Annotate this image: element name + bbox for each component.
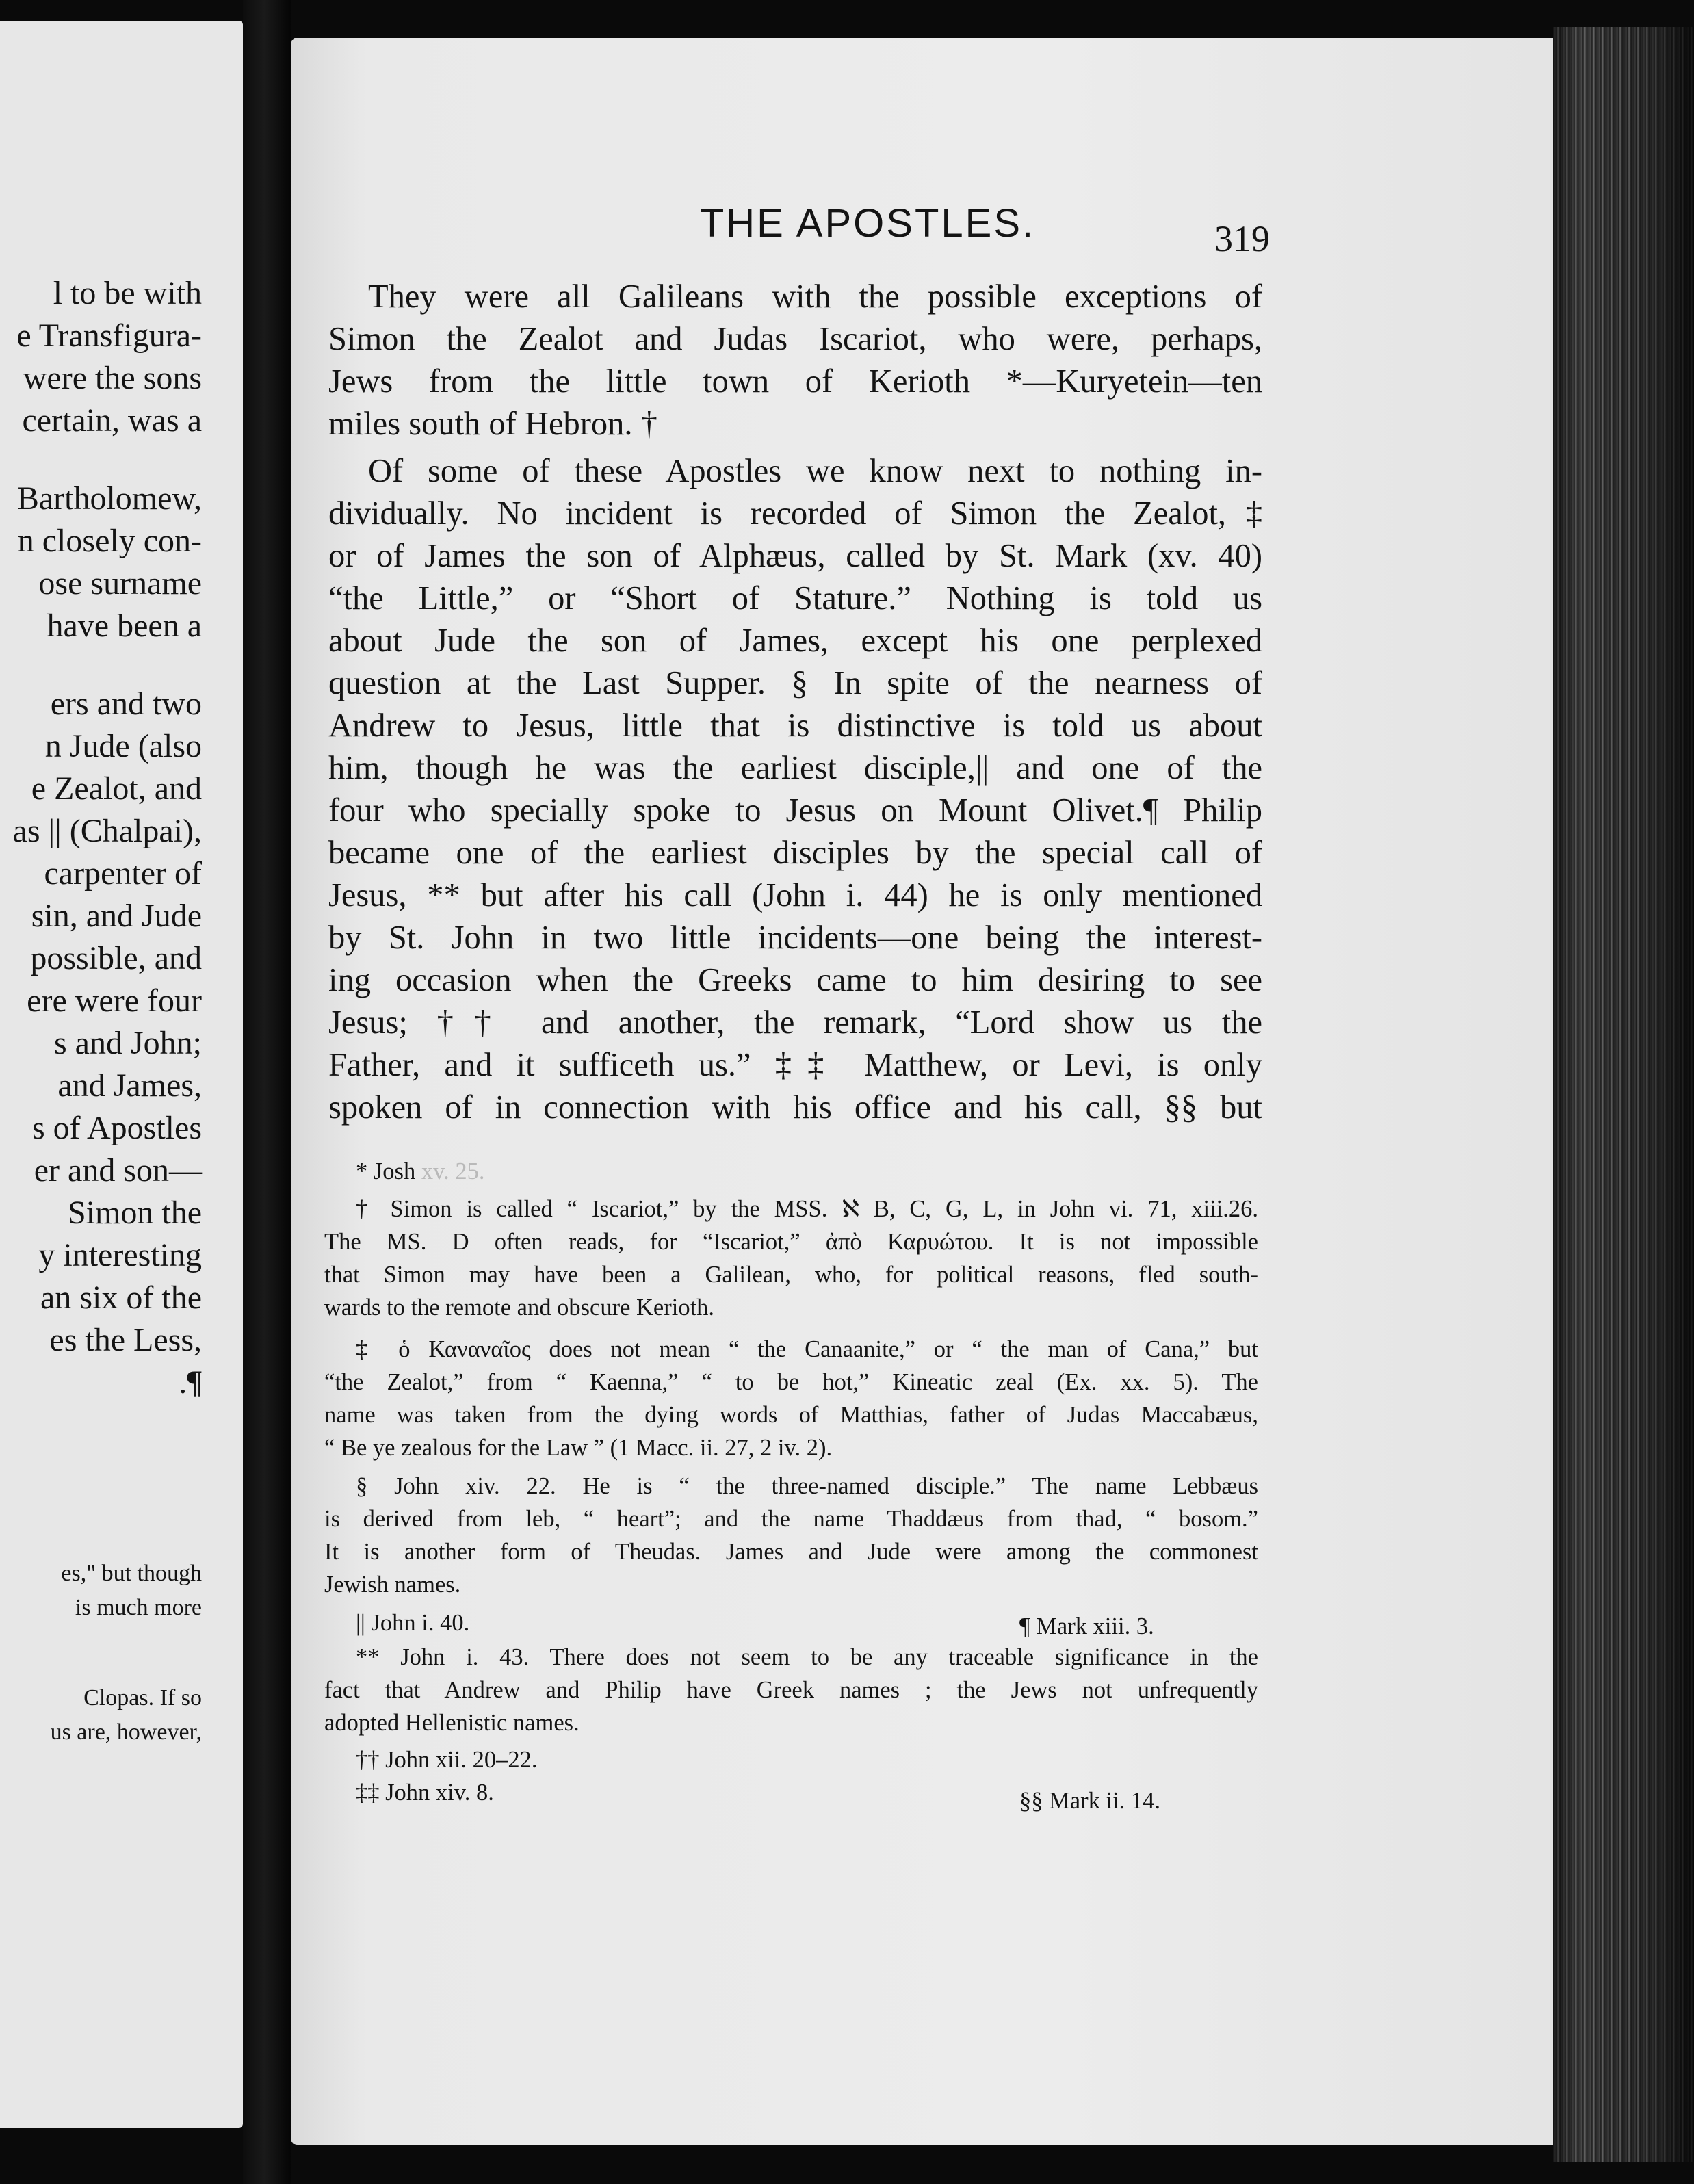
left-page-line: n closely con- <box>17 523 202 559</box>
left-page-line: and James, <box>57 1067 202 1104</box>
body-line: question at the Last Supper. § In spite of the nearness of <box>328 665 1262 701</box>
body-line: about Jude the son of James, except his one perplexed <box>328 623 1262 659</box>
left-page-line: certain, was a <box>22 402 202 439</box>
facing-page-left <box>0 21 243 2128</box>
left-page-line: as || (Chalpai), <box>12 813 202 849</box>
footnote-pilcrow: ¶ Mark xiii. 3. <box>1019 1613 1154 1639</box>
left-page-line: ose surname <box>38 565 202 601</box>
left-page-note: Clopas. If so <box>83 1685 202 1711</box>
footnote-section-line: It is another form of Theudas. James and Jude were among the commonest <box>324 1539 1258 1565</box>
body-line: him, though he was the earliest disciple,|| and one of the <box>328 750 1262 786</box>
left-page-line: an six of the <box>40 1279 202 1316</box>
left-page-note: us are, however, <box>50 1719 202 1745</box>
footnote-dagger-line: The MS. D often reads, for “Iscariot,” ἀπὸ Καρυώτου. It is not impossible <box>324 1229 1258 1255</box>
left-page-line: ere were four <box>27 983 202 1019</box>
left-page-line: have been a <box>47 608 202 644</box>
footnote-parallel: || John i. 40. <box>356 1610 470 1636</box>
body-line: spoken of in connection with his office and his call, §§ but <box>328 1089 1262 1126</box>
left-page-line: possible, and <box>30 940 202 976</box>
footnote-double-dagger-line: ‡ ὁ Καναναῖος does not mean “ the Canaanite,” or “ the man of Cana,” but <box>356 1336 1258 1362</box>
body-line: Father, and it sufficeth us.” ‡‡ Matthew, or Levi, is only <box>328 1047 1262 1083</box>
footnote-double-dagger-line: “the Zealot,” from “ Kaenna,” “ to be hot,” Kineatic zeal (Ex. xx. 5). The <box>324 1369 1258 1395</box>
page-title: THE APOSTLES. <box>699 201 1036 246</box>
book-page-edges <box>1553 27 1694 2162</box>
body-line: Jesus, ** but after his call (John i. 44) he is only mentioned <box>328 877 1262 913</box>
left-page-note: is much more <box>75 1595 202 1620</box>
footnote-double-star-line: adopted Hellenistic names. <box>324 1710 579 1736</box>
body-line: Andrew to Jesus, little that is distinctive is told us about <box>328 707 1262 744</box>
body-line: Jews from the little town of Kerioth *—Kuryetein—ten <box>328 363 1262 400</box>
left-page-line: l to be with <box>53 275 202 311</box>
footnote-star-faded: xv. 25. <box>415 1158 485 1184</box>
body-line: ing occasion when the Greeks came to him desiring to see <box>328 962 1262 998</box>
footnote-section-line: Jewish names. <box>324 1572 461 1598</box>
left-page-line: y interesting <box>38 1237 202 1273</box>
body-line: Simon the Zealot and Judas Iscariot, who were, perhaps, <box>328 321 1262 357</box>
footnote-dagger-line: † Simon is called “ Iscariot,” by the MSS. ℵ B, C, G, L, in John vi. 71, xiii.26. <box>356 1196 1258 1222</box>
left-page-line: n Jude (also <box>44 728 202 764</box>
left-page-line: sin, and Jude <box>31 898 202 934</box>
footnote-star <box>356 1160 485 1184</box>
footnote-double-dagger-2: †† John xii. 20–22. <box>356 1747 538 1773</box>
body-line: or of James the son of Alphæus, called by St. Mark (xv. 40) <box>328 538 1262 574</box>
footnote-double-section: §§ Mark ii. 14. <box>1019 1788 1161 1814</box>
left-page-line: Bartholomew, <box>16 480 202 517</box>
left-page-line: ers and two <box>50 686 202 722</box>
footnote-double-star-line: fact that Andrew and Philip have Greek names ; the Jews not unfrequently <box>324 1677 1258 1703</box>
body-line: “the Little,” or “Short of Stature.” Nothing is told us <box>328 580 1262 616</box>
left-page-line: .¶ <box>179 1364 202 1401</box>
left-page-line: e Transfigura- <box>16 317 202 354</box>
body-line: They were all Galileans with the possible exceptions of <box>368 278 1262 315</box>
footnote-dagger-line: wards to the remote and obscure Kerioth. <box>324 1295 715 1321</box>
left-page-line: e Zealot, and <box>31 770 202 807</box>
left-page-line: were the sons <box>23 360 202 396</box>
footnote-dagger-line: that Simon may have been a Galilean, who, for political reasons, fled south- <box>324 1262 1258 1288</box>
footnote-double-dd: ‡‡ John xiv. 8. <box>356 1780 494 1806</box>
left-page-line: es the Less, <box>49 1322 202 1358</box>
body-line: four who specially spoke to Jesus on Mount Olivet.¶ Philip <box>328 792 1262 829</box>
left-page-line: s and John; <box>54 1025 202 1061</box>
body-line: by St. John in two little incidents—one being the interest- <box>328 920 1262 956</box>
book-gutter <box>243 0 291 2184</box>
left-page-line: s of Apostles <box>31 1110 202 1146</box>
page-number: 319 <box>1214 218 1270 259</box>
left-page-line: carpenter of <box>44 855 202 892</box>
body-line: miles south of Hebron. † <box>328 406 657 442</box>
footnote-section-line: is derived from leb, “ heart”; and the name Thaddæus from thad, “ bosom.” <box>324 1506 1258 1532</box>
body-line: dividually. No incident is recorded of Simon the Zealot,‡ <box>328 495 1262 532</box>
body-line: Jesus; †† and another, the remark, “Lord show us the <box>328 1004 1262 1041</box>
body-line: Of some of these Apostles we know next to nothing in- <box>368 453 1262 489</box>
footnote-star-text: * Josh <box>356 1158 416 1184</box>
left-page-line: er and son— <box>34 1152 202 1188</box>
footnote-section-line: § John xiv. 22. He is “ the three-named disciple.” The name Lebbæus <box>356 1473 1258 1499</box>
footnote-double-dagger-line: “ Be ye zealous for the Law ” (1 Macc. ii. 27, 2 iv. 2). <box>324 1435 833 1461</box>
footnote-double-star-line: ** John i. 43. There does not seem to be any traceable significance in the <box>356 1644 1258 1670</box>
left-page-line: Simon the <box>67 1195 202 1231</box>
body-line: became one of the earliest disciples by the special call of <box>328 835 1262 871</box>
running-head <box>0 201 1694 246</box>
footnote-double-dagger-line: name was taken from the dying words of Matthias, father of Judas Maccabæus, <box>324 1402 1258 1428</box>
left-page-note: es," but though <box>61 1561 202 1586</box>
